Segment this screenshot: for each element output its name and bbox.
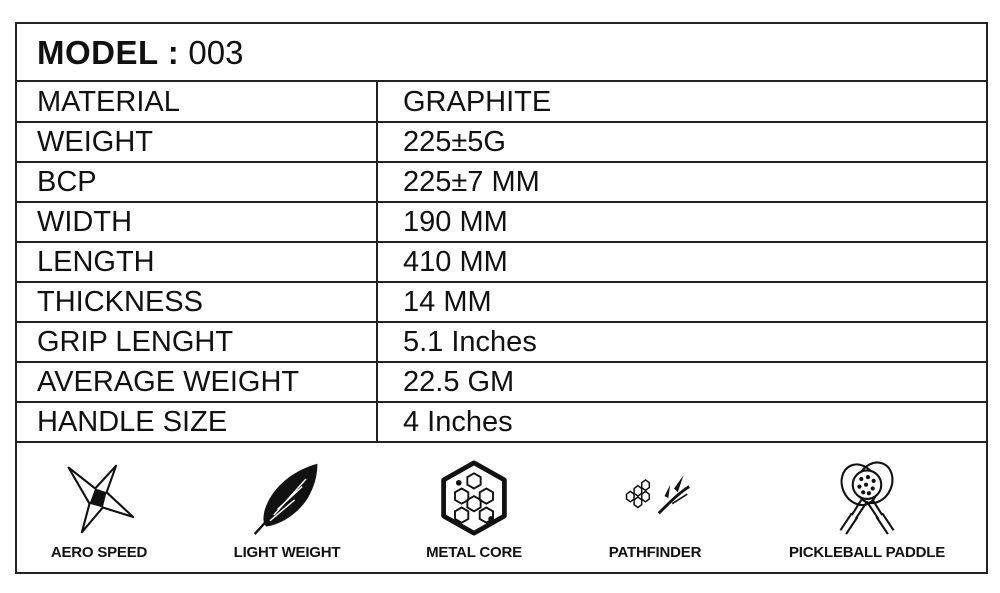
pickleball-paddle-icon <box>829 460 905 536</box>
spec-key: GRIP LENGHT <box>17 322 377 362</box>
feature-label: LIGHT WEIGHT <box>233 544 341 561</box>
honeycomb-core-icon <box>436 460 512 536</box>
table-row <box>17 162 986 202</box>
spec-value: 14 MM <box>377 282 986 322</box>
spec-card <box>15 22 988 574</box>
feature-label: AERO SPEED <box>50 544 148 561</box>
pathfinder-icon <box>617 460 693 536</box>
feature-label: PICKLEBALL PADDLE <box>788 544 946 561</box>
table-row <box>17 82 986 122</box>
spec-key: AVERAGE WEIGHT <box>17 362 377 402</box>
spec-key: WEIGHT <box>17 122 377 162</box>
model-number: 003 <box>188 34 244 71</box>
spec-value: 5.1 Inches <box>377 322 986 362</box>
table-row <box>17 202 986 242</box>
feature-pickleball-paddle <box>772 444 962 574</box>
model-label: MODEL : <box>37 34 180 71</box>
spec-key: HANDLE SIZE <box>17 402 377 442</box>
feature-icon <box>249 460 325 536</box>
spec-key: LENGTH <box>17 242 377 282</box>
star-burst-icon <box>61 460 137 536</box>
spec-table <box>17 82 986 443</box>
feature-label: METAL CORE <box>426 544 522 561</box>
feature-label: PATHFINDER <box>608 544 702 561</box>
spec-key: THICKNESS <box>17 282 377 322</box>
spec-key: BCP <box>17 162 377 202</box>
table-row <box>17 322 986 362</box>
spec-value: 190 MM <box>377 202 986 242</box>
feature-aero-speed <box>4 444 194 574</box>
feature-light-weight <box>192 444 382 574</box>
spec-value: 4 Inches <box>377 402 986 442</box>
table-row <box>17 282 986 322</box>
feature-metal-core <box>379 444 569 574</box>
feature-icons <box>17 444 986 574</box>
table-row <box>17 402 986 442</box>
spec-value: 22.5 GM <box>377 362 986 402</box>
table-row <box>17 242 986 282</box>
spec-value: 225±5G <box>377 122 986 162</box>
spec-key: WIDTH <box>17 202 377 242</box>
spec-value: 410 MM <box>377 242 986 282</box>
model-title <box>17 24 986 82</box>
spec-value: 225±7 MM <box>377 162 986 202</box>
spec-value: GRAPHITE <box>377 82 986 122</box>
spec-key: MATERIAL <box>17 82 377 122</box>
table-row <box>17 122 986 162</box>
feature-pathfinder <box>560 444 750 574</box>
table-row <box>17 362 986 402</box>
